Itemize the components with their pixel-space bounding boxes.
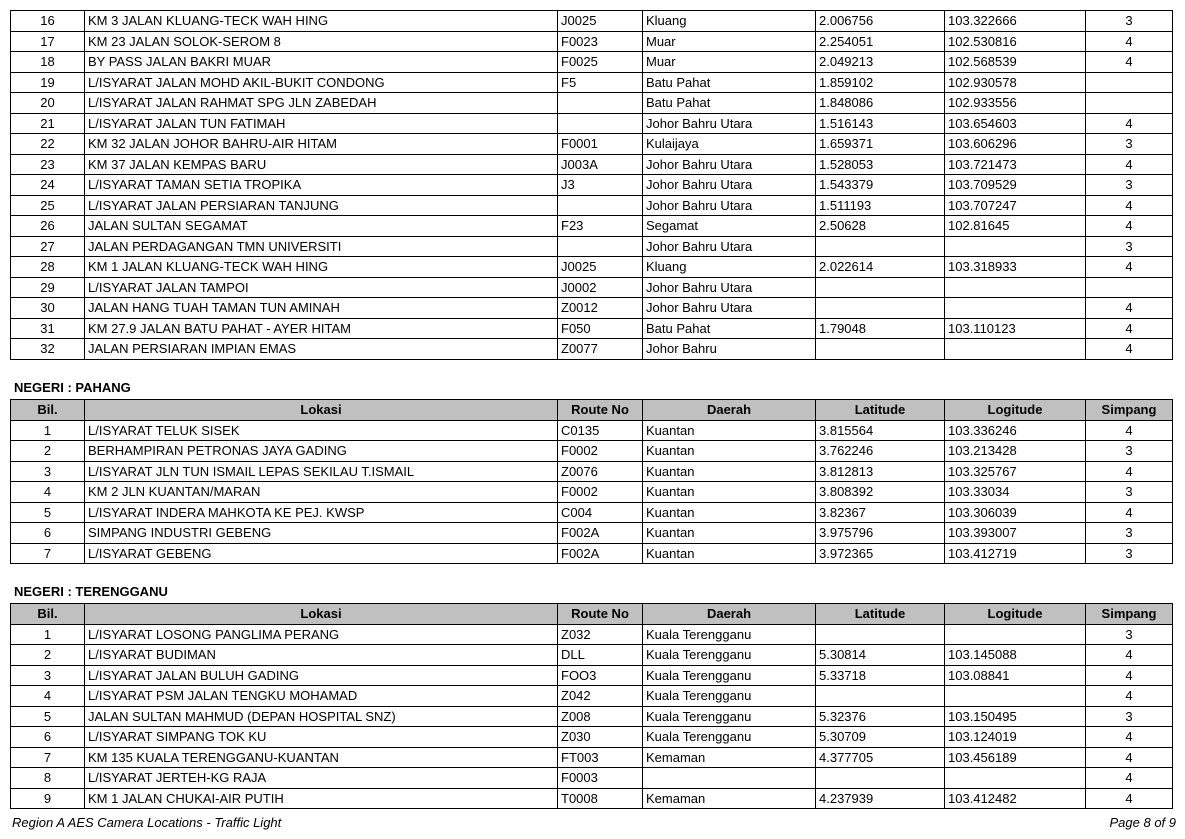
cell-lokasi: KM 23 JALAN SOLOK-SEROM 8 bbox=[85, 31, 558, 52]
cell-bil: 4 bbox=[11, 686, 85, 707]
cell-daerah: Kuala Terengganu bbox=[643, 706, 816, 727]
cell-latitude: 3.975796 bbox=[816, 523, 945, 544]
cell-lokasi: L/ISYARAT GEBENG bbox=[85, 543, 558, 564]
column-header-simpang: Simpang bbox=[1086, 400, 1173, 421]
table-row bbox=[11, 502, 1173, 523]
cell-lokasi: JALAN PERDAGANGAN TMN UNIVERSITI bbox=[85, 236, 558, 257]
cell-daerah: Kuantan bbox=[643, 543, 816, 564]
cell-daerah: Batu Pahat bbox=[643, 93, 816, 114]
cell-simpang bbox=[1086, 93, 1173, 114]
table-row bbox=[11, 523, 1173, 544]
cell-logitude: 103.336246 bbox=[945, 420, 1086, 441]
cell-logitude: 103.213428 bbox=[945, 441, 1086, 462]
cell-daerah: Johor Bahru Utara bbox=[643, 298, 816, 319]
cell-lokasi: KM 27.9 JALAN BATU PAHAT - AYER HITAM bbox=[85, 318, 558, 339]
cell-daerah: Johor Bahru bbox=[643, 339, 816, 360]
cell-latitude bbox=[816, 236, 945, 257]
cell-simpang: 4 bbox=[1086, 665, 1173, 686]
cell-latitude: 1.859102 bbox=[816, 72, 945, 93]
cell-daerah: Kuantan bbox=[643, 461, 816, 482]
cell-bil: 19 bbox=[11, 72, 85, 93]
cell-lokasi: SIMPANG INDUSTRI GEBENG bbox=[85, 523, 558, 544]
cell-route-no: J0025 bbox=[558, 257, 643, 278]
terengganu-table-body bbox=[11, 624, 1173, 809]
cell-daerah: Johor Bahru Utara bbox=[643, 277, 816, 298]
cell-logitude bbox=[945, 236, 1086, 257]
cell-bil: 2 bbox=[11, 441, 85, 462]
cell-daerah bbox=[643, 768, 816, 789]
cell-bil: 1 bbox=[11, 420, 85, 441]
cell-simpang: 3 bbox=[1086, 624, 1173, 645]
table-row bbox=[11, 175, 1173, 196]
cell-latitude: 2.006756 bbox=[816, 11, 945, 32]
cell-route-no: T0008 bbox=[558, 788, 643, 809]
cell-bil: 26 bbox=[11, 216, 85, 237]
cell-simpang: 3 bbox=[1086, 134, 1173, 155]
cell-daerah: Johor Bahru Utara bbox=[643, 113, 816, 134]
cell-lokasi: L/ISYARAT PSM JALAN TENGKU MOHAMAD bbox=[85, 686, 558, 707]
cell-daerah: Kuantan bbox=[643, 482, 816, 503]
table-row bbox=[11, 482, 1173, 503]
header-row bbox=[11, 604, 1173, 625]
cell-bil: 9 bbox=[11, 788, 85, 809]
cell-daerah: Kuala Terengganu bbox=[643, 665, 816, 686]
cell-daerah: Kuala Terengganu bbox=[643, 645, 816, 666]
cell-simpang: 4 bbox=[1086, 113, 1173, 134]
cell-lokasi: L/ISYARAT JLN TUN ISMAIL LEPAS SEKILAU T.ISMAIL bbox=[85, 461, 558, 482]
cell-route-no: Z0012 bbox=[558, 298, 643, 319]
cell-daerah: Muar bbox=[643, 52, 816, 73]
cell-bil: 5 bbox=[11, 502, 85, 523]
cell-bil: 25 bbox=[11, 195, 85, 216]
table-row bbox=[11, 624, 1173, 645]
cell-route-no bbox=[558, 195, 643, 216]
table-row bbox=[11, 686, 1173, 707]
table-row bbox=[11, 645, 1173, 666]
table-row bbox=[11, 236, 1173, 257]
cell-lokasi: KM 37 JALAN KEMPAS BARU bbox=[85, 154, 558, 175]
cell-logitude bbox=[945, 277, 1086, 298]
cell-lokasi: BERHAMPIRAN PETRONAS JAYA GADING bbox=[85, 441, 558, 462]
cell-lokasi: KM 135 KUALA TERENGGANU-KUANTAN bbox=[85, 747, 558, 768]
cell-logitude bbox=[945, 339, 1086, 360]
table-row bbox=[11, 298, 1173, 319]
header-row bbox=[11, 400, 1173, 421]
cell-lokasi: BY PASS JALAN BAKRI MUAR bbox=[85, 52, 558, 73]
terengganu-table-header bbox=[11, 604, 1173, 625]
cell-simpang: 4 bbox=[1086, 195, 1173, 216]
table-row bbox=[11, 195, 1173, 216]
cell-latitude bbox=[816, 298, 945, 319]
cell-daerah: Batu Pahat bbox=[643, 318, 816, 339]
table-row bbox=[11, 31, 1173, 52]
column-header-simpang: Simpang bbox=[1086, 604, 1173, 625]
cell-latitude bbox=[816, 277, 945, 298]
cell-bil: 30 bbox=[11, 298, 85, 319]
cell-latitude: 1.511193 bbox=[816, 195, 945, 216]
cell-route-no: Z0076 bbox=[558, 461, 643, 482]
table-row bbox=[11, 52, 1173, 73]
table-row bbox=[11, 420, 1173, 441]
cell-simpang: 4 bbox=[1086, 727, 1173, 748]
cell-route-no: J0002 bbox=[558, 277, 643, 298]
cell-route-no: F0003 bbox=[558, 768, 643, 789]
column-header-lokasi: Lokasi bbox=[85, 604, 558, 625]
cell-simpang: 4 bbox=[1086, 645, 1173, 666]
johor-table bbox=[10, 10, 1173, 360]
cell-simpang: 4 bbox=[1086, 154, 1173, 175]
cell-daerah: Segamat bbox=[643, 216, 816, 237]
cell-latitude: 2.50628 bbox=[816, 216, 945, 237]
column-header-bil: Bil. bbox=[11, 604, 85, 625]
column-header-daerah: Daerah bbox=[643, 400, 816, 421]
cell-daerah: Johor Bahru Utara bbox=[643, 175, 816, 196]
cell-logitude: 103.110123 bbox=[945, 318, 1086, 339]
cell-route-no bbox=[558, 236, 643, 257]
cell-latitude: 5.33718 bbox=[816, 665, 945, 686]
cell-latitude: 3.808392 bbox=[816, 482, 945, 503]
terengganu-table bbox=[10, 603, 1173, 809]
cell-latitude: 1.659371 bbox=[816, 134, 945, 155]
cell-simpang: 4 bbox=[1086, 788, 1173, 809]
cell-lokasi: L/ISYARAT INDERA MAHKOTA KE PEJ. KWSP bbox=[85, 502, 558, 523]
cell-route-no: Z030 bbox=[558, 727, 643, 748]
cell-bil: 32 bbox=[11, 339, 85, 360]
cell-route-no: Z042 bbox=[558, 686, 643, 707]
cell-latitude: 1.79048 bbox=[816, 318, 945, 339]
cell-bil: 6 bbox=[11, 523, 85, 544]
cell-daerah: Johor Bahru Utara bbox=[643, 236, 816, 257]
cell-latitude bbox=[816, 624, 945, 645]
cell-latitude: 1.543379 bbox=[816, 175, 945, 196]
column-header-logitude: Logitude bbox=[945, 400, 1086, 421]
column-header-daerah: Daerah bbox=[643, 604, 816, 625]
footer-document-title: Region A AES Camera Locations - Traffic Light bbox=[12, 815, 282, 830]
section-title-terengganu: NEGERI : TERENGGANU bbox=[14, 584, 168, 599]
cell-simpang: 4 bbox=[1086, 461, 1173, 482]
cell-route-no: J3 bbox=[558, 175, 643, 196]
cell-logitude: 102.81645 bbox=[945, 216, 1086, 237]
cell-lokasi: L/ISYARAT TELUK SISEK bbox=[85, 420, 558, 441]
cell-lokasi: JALAN SULTAN MAHMUD (DEPAN HOSPITAL SNZ) bbox=[85, 706, 558, 727]
cell-route-no: FT003 bbox=[558, 747, 643, 768]
cell-daerah: Kuantan bbox=[643, 502, 816, 523]
table-row bbox=[11, 461, 1173, 482]
footer-page-number: Page 8 of 9 bbox=[1109, 815, 1176, 830]
table-row bbox=[11, 134, 1173, 155]
cell-daerah: Johor Bahru Utara bbox=[643, 195, 816, 216]
cell-logitude: 103.322666 bbox=[945, 11, 1086, 32]
cell-latitude: 3.812813 bbox=[816, 461, 945, 482]
table-row bbox=[11, 788, 1173, 809]
cell-lokasi: KM 3 JALAN KLUANG-TECK WAH HING bbox=[85, 11, 558, 32]
cell-route-no: Z0077 bbox=[558, 339, 643, 360]
table-row bbox=[11, 543, 1173, 564]
cell-simpang: 4 bbox=[1086, 747, 1173, 768]
cell-route-no: Z032 bbox=[558, 624, 643, 645]
column-header-latitude: Latitude bbox=[816, 400, 945, 421]
cell-lokasi: KM 1 JALAN KLUANG-TECK WAH HING bbox=[85, 257, 558, 278]
cell-latitude: 5.32376 bbox=[816, 706, 945, 727]
cell-daerah: Kluang bbox=[643, 257, 816, 278]
cell-daerah: Muar bbox=[643, 31, 816, 52]
cell-logitude: 102.930578 bbox=[945, 72, 1086, 93]
cell-simpang: 3 bbox=[1086, 543, 1173, 564]
pahang-table-body bbox=[11, 420, 1173, 564]
cell-simpang: 4 bbox=[1086, 768, 1173, 789]
table-row bbox=[11, 768, 1173, 789]
cell-lokasi: KM 32 JALAN JOHOR BAHRU-AIR HITAM bbox=[85, 134, 558, 155]
table-row bbox=[11, 72, 1173, 93]
cell-logitude: 103.150495 bbox=[945, 706, 1086, 727]
column-header-logitude: Logitude bbox=[945, 604, 1086, 625]
cell-simpang bbox=[1086, 277, 1173, 298]
cell-route-no: F5 bbox=[558, 72, 643, 93]
cell-lokasi: JALAN PERSIARAN IMPIAN EMAS bbox=[85, 339, 558, 360]
cell-daerah: Kuala Terengganu bbox=[643, 727, 816, 748]
cell-simpang bbox=[1086, 72, 1173, 93]
cell-latitude: 1.848086 bbox=[816, 93, 945, 114]
cell-latitude: 1.528053 bbox=[816, 154, 945, 175]
cell-daerah: Batu Pahat bbox=[643, 72, 816, 93]
cell-route-no: J0025 bbox=[558, 11, 643, 32]
cell-daerah: Kluang bbox=[643, 11, 816, 32]
cell-bil: 6 bbox=[11, 727, 85, 748]
cell-logitude: 103.318933 bbox=[945, 257, 1086, 278]
cell-daerah: Kuala Terengganu bbox=[643, 686, 816, 707]
cell-bil: 27 bbox=[11, 236, 85, 257]
table-row bbox=[11, 727, 1173, 748]
cell-simpang: 4 bbox=[1086, 216, 1173, 237]
cell-logitude: 103.707247 bbox=[945, 195, 1086, 216]
johor-table-body bbox=[11, 11, 1173, 360]
cell-route-no: F002A bbox=[558, 543, 643, 564]
cell-simpang: 3 bbox=[1086, 441, 1173, 462]
cell-lokasi: L/ISYARAT TAMAN SETIA TROPIKA bbox=[85, 175, 558, 196]
cell-lokasi: L/ISYARAT LOSONG PANGLIMA PERANG bbox=[85, 624, 558, 645]
cell-logitude bbox=[945, 768, 1086, 789]
cell-logitude bbox=[945, 298, 1086, 319]
cell-daerah: Kuantan bbox=[643, 420, 816, 441]
cell-route-no: DLL bbox=[558, 645, 643, 666]
cell-logitude: 103.709529 bbox=[945, 175, 1086, 196]
cell-lokasi: L/ISYARAT JERTEH-KG RAJA bbox=[85, 768, 558, 789]
cell-latitude: 4.237939 bbox=[816, 788, 945, 809]
cell-latitude: 4.377705 bbox=[816, 747, 945, 768]
table-row bbox=[11, 277, 1173, 298]
cell-latitude: 2.254051 bbox=[816, 31, 945, 52]
cell-route-no: F050 bbox=[558, 318, 643, 339]
cell-logitude: 103.325767 bbox=[945, 461, 1086, 482]
cell-logitude: 103.306039 bbox=[945, 502, 1086, 523]
cell-daerah: Kulaijaya bbox=[643, 134, 816, 155]
cell-simpang: 4 bbox=[1086, 318, 1173, 339]
cell-lokasi: KM 2 JLN KUANTAN/MARAN bbox=[85, 482, 558, 503]
table-row bbox=[11, 93, 1173, 114]
cell-bil: 7 bbox=[11, 543, 85, 564]
cell-daerah: Johor Bahru Utara bbox=[643, 154, 816, 175]
cell-route-no: F0023 bbox=[558, 31, 643, 52]
cell-route-no: C0135 bbox=[558, 420, 643, 441]
cell-logitude bbox=[945, 624, 1086, 645]
cell-logitude: 103.721473 bbox=[945, 154, 1086, 175]
cell-route-no: F0002 bbox=[558, 482, 643, 503]
column-header-route-no: Route No bbox=[558, 604, 643, 625]
cell-latitude: 5.30709 bbox=[816, 727, 945, 748]
cell-lokasi: L/ISYARAT JALAN TUN FATIMAH bbox=[85, 113, 558, 134]
cell-bil: 23 bbox=[11, 154, 85, 175]
column-header-route-no: Route No bbox=[558, 400, 643, 421]
cell-simpang: 3 bbox=[1086, 236, 1173, 257]
cell-simpang: 4 bbox=[1086, 298, 1173, 319]
cell-bil: 3 bbox=[11, 665, 85, 686]
table-row bbox=[11, 339, 1173, 360]
cell-simpang: 4 bbox=[1086, 31, 1173, 52]
cell-latitude: 3.762246 bbox=[816, 441, 945, 462]
cell-logitude: 103.412482 bbox=[945, 788, 1086, 809]
table-row bbox=[11, 665, 1173, 686]
cell-bil: 18 bbox=[11, 52, 85, 73]
table-row bbox=[11, 318, 1173, 339]
cell-simpang: 4 bbox=[1086, 502, 1173, 523]
cell-latitude bbox=[816, 686, 945, 707]
cell-daerah: Kemaman bbox=[643, 747, 816, 768]
cell-lokasi: L/ISYARAT BUDIMAN bbox=[85, 645, 558, 666]
cell-logitude: 103.412719 bbox=[945, 543, 1086, 564]
cell-route-no: Z008 bbox=[558, 706, 643, 727]
cell-daerah: Kuantan bbox=[643, 523, 816, 544]
cell-lokasi: L/ISYARAT JALAN BULUH GADING bbox=[85, 665, 558, 686]
cell-bil: 7 bbox=[11, 747, 85, 768]
cell-simpang: 3 bbox=[1086, 706, 1173, 727]
cell-daerah: Kuala Terengganu bbox=[643, 624, 816, 645]
cell-logitude: 103.606296 bbox=[945, 134, 1086, 155]
cell-latitude: 3.972365 bbox=[816, 543, 945, 564]
cell-logitude: 103.08841 bbox=[945, 665, 1086, 686]
cell-logitude: 102.568539 bbox=[945, 52, 1086, 73]
cell-simpang: 4 bbox=[1086, 686, 1173, 707]
column-header-lokasi: Lokasi bbox=[85, 400, 558, 421]
cell-logitude: 103.124019 bbox=[945, 727, 1086, 748]
cell-daerah: Kemaman bbox=[643, 788, 816, 809]
cell-latitude: 3.82367 bbox=[816, 502, 945, 523]
cell-route-no: C004 bbox=[558, 502, 643, 523]
cell-latitude: 2.022614 bbox=[816, 257, 945, 278]
cell-simpang: 3 bbox=[1086, 523, 1173, 544]
cell-simpang: 3 bbox=[1086, 482, 1173, 503]
column-header-latitude: Latitude bbox=[816, 604, 945, 625]
table-row bbox=[11, 113, 1173, 134]
table-row bbox=[11, 706, 1173, 727]
cell-lokasi: L/ISYARAT SIMPANG TOK KU bbox=[85, 727, 558, 748]
cell-bil: 3 bbox=[11, 461, 85, 482]
cell-route-no: J003A bbox=[558, 154, 643, 175]
cell-route-no: F0002 bbox=[558, 441, 643, 462]
cell-logitude: 103.456189 bbox=[945, 747, 1086, 768]
cell-route-no bbox=[558, 93, 643, 114]
cell-latitude bbox=[816, 768, 945, 789]
cell-bil: 17 bbox=[11, 31, 85, 52]
cell-route-no: FOO3 bbox=[558, 665, 643, 686]
cell-daerah: Kuantan bbox=[643, 441, 816, 462]
cell-simpang: 3 bbox=[1086, 11, 1173, 32]
cell-lokasi: L/ISYARAT JALAN TAMPOI bbox=[85, 277, 558, 298]
cell-latitude: 3.815564 bbox=[816, 420, 945, 441]
table-row bbox=[11, 11, 1173, 32]
cell-logitude: 103.145088 bbox=[945, 645, 1086, 666]
cell-bil: 24 bbox=[11, 175, 85, 196]
cell-simpang: 3 bbox=[1086, 175, 1173, 196]
column-header-bil: Bil. bbox=[11, 400, 85, 421]
cell-bil: 21 bbox=[11, 113, 85, 134]
cell-bil: 29 bbox=[11, 277, 85, 298]
cell-bil: 31 bbox=[11, 318, 85, 339]
cell-route-no bbox=[558, 113, 643, 134]
cell-bil: 1 bbox=[11, 624, 85, 645]
cell-bil: 28 bbox=[11, 257, 85, 278]
cell-latitude: 1.516143 bbox=[816, 113, 945, 134]
cell-simpang: 4 bbox=[1086, 339, 1173, 360]
cell-route-no: F002A bbox=[558, 523, 643, 544]
cell-bil: 2 bbox=[11, 645, 85, 666]
cell-lokasi: L/ISYARAT JALAN MOHD AKIL-BUKIT CONDONG bbox=[85, 72, 558, 93]
cell-lokasi: KM 1 JALAN CHUKAI-AIR PUTIH bbox=[85, 788, 558, 809]
cell-bil: 8 bbox=[11, 768, 85, 789]
cell-logitude: 102.933556 bbox=[945, 93, 1086, 114]
table-row bbox=[11, 441, 1173, 462]
cell-simpang: 4 bbox=[1086, 52, 1173, 73]
cell-logitude: 103.393007 bbox=[945, 523, 1086, 544]
cell-bil: 22 bbox=[11, 134, 85, 155]
cell-logitude: 103.654603 bbox=[945, 113, 1086, 134]
cell-lokasi: JALAN HANG TUAH TAMAN TUN AMINAH bbox=[85, 298, 558, 319]
cell-bil: 16 bbox=[11, 11, 85, 32]
cell-latitude: 5.30814 bbox=[816, 645, 945, 666]
cell-logitude bbox=[945, 686, 1086, 707]
table-row bbox=[11, 216, 1173, 237]
table-row bbox=[11, 257, 1173, 278]
cell-route-no: F23 bbox=[558, 216, 643, 237]
cell-bil: 5 bbox=[11, 706, 85, 727]
cell-logitude: 103.33034 bbox=[945, 482, 1086, 503]
cell-bil: 4 bbox=[11, 482, 85, 503]
cell-lokasi: L/ISYARAT JALAN RAHMAT SPG JLN ZABEDAH bbox=[85, 93, 558, 114]
pahang-table bbox=[10, 399, 1173, 564]
cell-route-no: F0001 bbox=[558, 134, 643, 155]
cell-simpang: 4 bbox=[1086, 420, 1173, 441]
pahang-table-header bbox=[11, 400, 1173, 421]
cell-simpang: 4 bbox=[1086, 257, 1173, 278]
cell-bil: 20 bbox=[11, 93, 85, 114]
section-title-pahang: NEGERI : PAHANG bbox=[14, 380, 131, 395]
cell-lokasi: JALAN SULTAN SEGAMAT bbox=[85, 216, 558, 237]
table-row bbox=[11, 154, 1173, 175]
cell-lokasi: L/ISYARAT JALAN PERSIARAN TANJUNG bbox=[85, 195, 558, 216]
table-row bbox=[11, 747, 1173, 768]
cell-logitude: 102.530816 bbox=[945, 31, 1086, 52]
cell-route-no: F0025 bbox=[558, 52, 643, 73]
cell-latitude bbox=[816, 339, 945, 360]
cell-latitude: 2.049213 bbox=[816, 52, 945, 73]
